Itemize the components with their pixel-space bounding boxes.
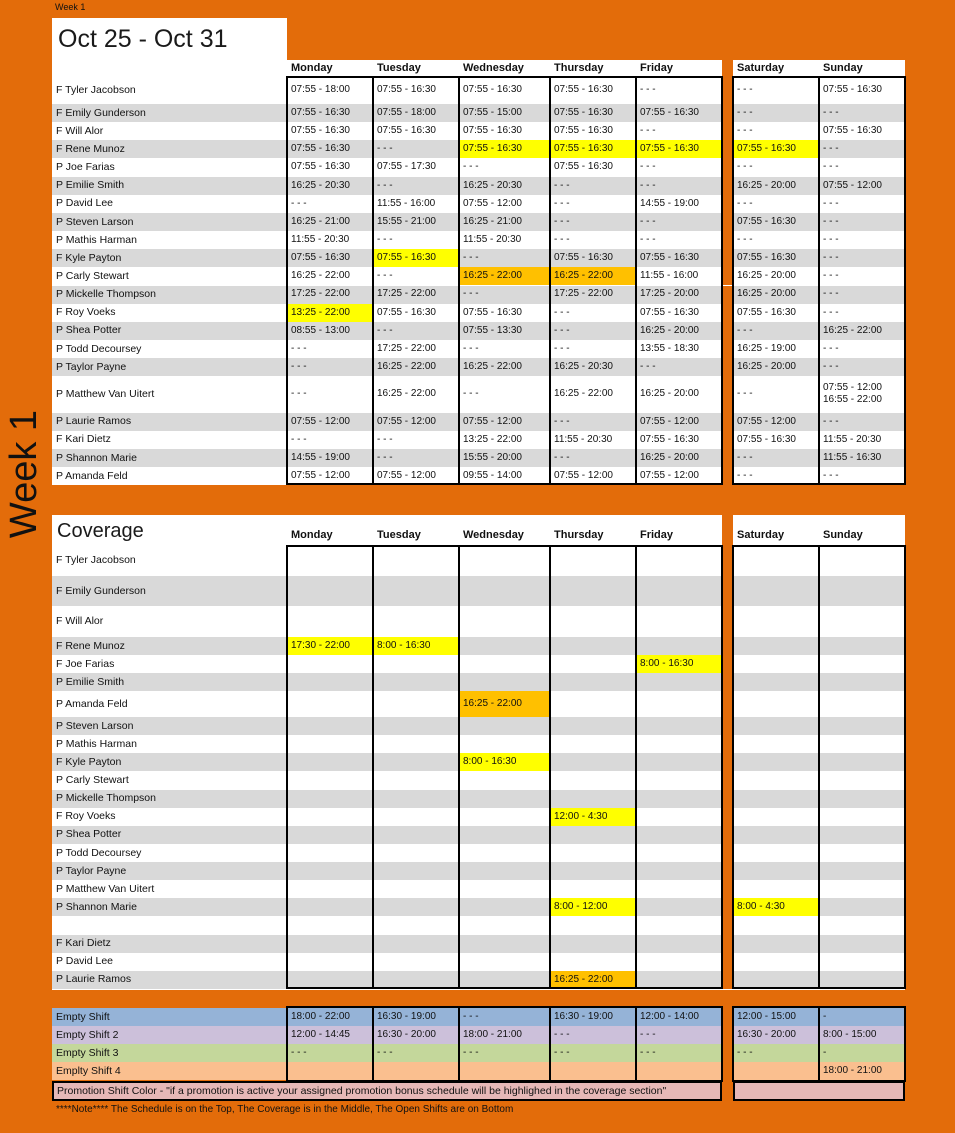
shift-cell: - - - (373, 140, 459, 158)
employee-name: P Mickelle Thompson (52, 790, 287, 808)
shift-cell: 16:25 - 20:00 (733, 267, 819, 285)
shift-cell: - - - (819, 213, 905, 231)
employee-name: P Todd Decoursey (52, 340, 287, 358)
day-header-monday: Monday (291, 62, 333, 74)
shift-cell: - - - (733, 76, 819, 104)
shift-cell: 07:55 - 16:30 (459, 76, 550, 104)
weekday-box (286, 1006, 723, 1082)
shift-cell: 07:55 - 12:00 (287, 467, 373, 485)
shift-cell: 07:55 - 16:30 (550, 122, 636, 140)
shift-cell: 07:55 - 16:30 (819, 122, 905, 140)
shift-cell: - - - (373, 322, 459, 340)
shift-cell: 07:55 - 16:30 (733, 213, 819, 231)
open-shift-cell: 18:00 - 21:00 (459, 1026, 550, 1044)
coverage-title: Coverage (57, 520, 144, 542)
open-shift-cell: - - - (550, 1044, 636, 1062)
shift-cell: 07:55 - 12:00 (550, 467, 636, 485)
shift-cell: - - - (636, 231, 722, 249)
date-range: Oct 25 - Oct 31 (58, 25, 228, 53)
column-divider (372, 76, 374, 485)
shift-cell: 17:25 - 20:00 (636, 286, 722, 304)
shift-cell: 07:55 - 13:30 (459, 322, 550, 340)
shift-cell: 07:55 - 16:30 (819, 76, 905, 104)
shift-cell: 16:25 - 22:00 (373, 358, 459, 376)
open-shift-cell: - - - (733, 1044, 819, 1062)
shift-cell: 07:55 - 18:00 (373, 104, 459, 122)
day-header-tuesday: Tuesday (377, 62, 421, 74)
shift-cell: - - - (459, 376, 550, 412)
employee-name: P Emilie Smith (52, 177, 287, 195)
shift-cell: - - - (819, 358, 905, 376)
open-shift-cell: - - - (550, 1026, 636, 1044)
shift-cell: 11:55 - 20:30 (459, 231, 550, 249)
shift-cell: - - - (550, 340, 636, 358)
shift-cell: 07:55 - 16:30 (287, 140, 373, 158)
column-divider (372, 545, 374, 989)
shift-cell: 07:55 - 16:30 (459, 122, 550, 140)
open-shift-cell: - (819, 1044, 905, 1062)
shift-cell: 07:55 - 16:30 (733, 304, 819, 322)
employee-name: P Mathis Harman (52, 231, 287, 249)
day-header-thursday: Thursday (554, 62, 604, 74)
shift-cell: 16:25 - 22:00 (550, 376, 636, 412)
open-shift-cell: 12:00 - 14:45 (287, 1026, 373, 1044)
shift-cell: 09:55 - 14:00 (459, 467, 550, 485)
shift-cell: 07:55 - 16:30 (733, 249, 819, 267)
shift-cell: 8:00 - 16:30 (373, 637, 459, 655)
day-header-sunday: Sunday (823, 529, 863, 541)
shift-cell: 11:55 - 20:30 (287, 231, 373, 249)
day-header-monday: Monday (291, 529, 333, 541)
employee-name: F Rene Munoz (52, 637, 287, 655)
column-divider (818, 1006, 820, 1082)
shift-cell: - - - (550, 449, 636, 467)
shift-cell: 16:25 - 22:00 (287, 267, 373, 285)
employee-name: P David Lee (52, 195, 287, 213)
employee-name: P Shannon Marie (52, 898, 287, 916)
shift-cell: 07:55 - 16:30 (733, 431, 819, 449)
shift-cell: 07:55 - 16:30 (459, 304, 550, 322)
employee-name: F Emily Gunderson (52, 576, 287, 606)
shift-cell: 11:55 - 16:00 (636, 267, 722, 285)
shift-cell: 16:25 - 22:00 (550, 267, 636, 285)
shift-cell: 07:55 - 12:00 (819, 177, 905, 195)
shift-cell: 07:55 - 16:30 (373, 76, 459, 104)
header-gap (722, 515, 733, 545)
open-shift-cell: - - - (373, 1044, 459, 1062)
shift-cell: 07:55 - 16:30 (636, 304, 722, 322)
shift-cell: 11:55 - 20:30 (550, 431, 636, 449)
shift-cell: 16:25 - 22:00 (373, 376, 459, 412)
shift-cell: 13:25 - 22:00 (459, 431, 550, 449)
shift-cell: 8:00 - 16:30 (636, 655, 722, 673)
shift-cell: - - - (550, 231, 636, 249)
shift-cell: 13:55 - 18:30 (636, 340, 722, 358)
employee-name: P Taylor Payne (52, 862, 287, 880)
shift-cell: - - - (733, 449, 819, 467)
shift-cell: 16:25 - 20:00 (636, 449, 722, 467)
employee-name: F Will Alor (52, 122, 287, 140)
shift-cell: 07:55 - 12:00 16:55 - 22:00 (819, 376, 905, 412)
shift-cell: 07:55 - 16:30 (733, 140, 819, 158)
shift-cell: - - - (819, 267, 905, 285)
shift-cell: 8:00 - 4:30 (733, 898, 819, 916)
employee-name: F Roy Voeks (52, 808, 287, 826)
open-shift-cell: 12:00 - 14:00 (636, 1008, 722, 1026)
shift-cell: 12:00 - 4:30 (550, 808, 636, 826)
employee-name: P Amanda Feld (52, 691, 287, 717)
open-shift-cell: 16:30 - 19:00 (373, 1008, 459, 1026)
employee-name: F Kyle Payton (52, 249, 287, 267)
shift-cell: 07:55 - 16:30 (636, 249, 722, 267)
employee-name: P Laurie Ramos (52, 413, 287, 431)
shift-cell: - - - (819, 304, 905, 322)
employee-name: F Emily Gunderson (52, 104, 287, 122)
employee-name: P Matthew Van Uitert (52, 376, 287, 412)
shift-cell: 07:55 - 12:00 (459, 413, 550, 431)
column-divider (818, 76, 820, 485)
shift-cell: 16:25 - 22:00 (819, 322, 905, 340)
shift-cell: 07:55 - 16:30 (373, 304, 459, 322)
shift-cell: - - - (819, 249, 905, 267)
open-shift-cell: 16:30 - 19:00 (550, 1008, 636, 1026)
shift-cell: - - - (636, 76, 722, 104)
open-shifts-name-border (51, 1006, 288, 1082)
employee-name: F Will Alor (52, 606, 287, 637)
shift-cell: 17:25 - 22:00 (373, 286, 459, 304)
column-divider (818, 545, 820, 989)
day-header-saturday: Saturday (737, 529, 785, 541)
shift-cell: - - - (819, 231, 905, 249)
open-shift-cell: 18:00 - 21:00 (819, 1062, 905, 1080)
shift-cell: 16:25 - 20:30 (459, 177, 550, 195)
promotion-note: Promotion Shift Color - "if a promotion is active your assigned promotion bonus schedule will be highlighed in the coverage section" (52, 1081, 722, 1101)
shift-cell: 07:55 - 18:00 (287, 76, 373, 104)
shift-cell: 07:55 - 16:30 (373, 122, 459, 140)
employee-name: F Tyler Jacobson (52, 545, 287, 576)
employee-name: P Mickelle Thompson (52, 286, 287, 304)
shift-cell: - - - (373, 431, 459, 449)
shift-cell: - - - (459, 286, 550, 304)
employee-name: F Joe Farias (52, 655, 287, 673)
shift-cell: - - - (373, 449, 459, 467)
shift-cell: - - - (636, 213, 722, 231)
employee-name: P Emilie Smith (52, 673, 287, 691)
column-divider (549, 545, 551, 989)
weekday-box (286, 545, 723, 989)
shift-cell: 16:25 - 20:00 (733, 177, 819, 195)
shift-cell: 15:55 - 21:00 (373, 213, 459, 231)
shift-cell: 07:55 - 16:30 (636, 140, 722, 158)
shift-cell: 15:55 - 20:00 (459, 449, 550, 467)
shift-cell: - - - (550, 413, 636, 431)
shift-cell: 16:25 - 20:30 (550, 358, 636, 376)
promotion-weekend-cell (733, 1081, 905, 1101)
open-shift-label: Emplty Shift 4 (52, 1062, 287, 1080)
shift-cell: - - - (459, 158, 550, 176)
shift-cell: 07:55 - 16:30 (550, 249, 636, 267)
shift-cell: - - - (550, 177, 636, 195)
shift-cell: 07:55 - 12:00 (636, 413, 722, 431)
shift-cell: - - - (287, 376, 373, 412)
shift-cell: 07:55 - 16:30 (287, 104, 373, 122)
shift-cell: 16:25 - 20:00 (733, 358, 819, 376)
shift-cell: 17:25 - 22:00 (373, 340, 459, 358)
open-shift-cell: - - - (636, 1026, 722, 1044)
date-range-header (52, 18, 287, 60)
employee-name: P Amanda Feld (52, 467, 287, 485)
shift-cell: 07:55 - 16:30 (550, 140, 636, 158)
shift-cell: - - - (550, 304, 636, 322)
shift-cell: - - - (550, 322, 636, 340)
shift-cell: 16:25 - 19:00 (733, 340, 819, 358)
shift-cell: 16:25 - 21:00 (287, 213, 373, 231)
shift-cell: - - - (459, 340, 550, 358)
employee-name: P Matthew Van Uitert (52, 880, 287, 898)
shift-cell: - - - (819, 467, 905, 485)
shift-cell: - - - (733, 104, 819, 122)
column-divider (635, 76, 637, 485)
shift-cell: 07:55 - 16:30 (459, 140, 550, 158)
day-header-saturday: Saturday (737, 62, 785, 74)
day-header-friday: Friday (640, 62, 674, 74)
shift-cell: - - - (733, 195, 819, 213)
employee-name: F Kari Dietz (52, 431, 287, 449)
day-header-wednesday: Wednesday (463, 62, 524, 74)
shift-cell: - - - (819, 413, 905, 431)
open-shift-cell: 16:30 - 20:00 (733, 1026, 819, 1044)
shift-cell: 11:55 - 20:30 (819, 431, 905, 449)
open-shift-cell: - - - (459, 1044, 550, 1062)
open-shift-cell: 12:00 - 15:00 (733, 1008, 819, 1026)
shift-cell: - - - (459, 249, 550, 267)
shift-cell: - - - (636, 177, 722, 195)
shift-cell: - - - (733, 467, 819, 485)
shift-cell: 16:25 - 22:00 (550, 971, 636, 989)
shift-cell: - - - (733, 158, 819, 176)
shift-cell: - - - (733, 122, 819, 140)
shift-cell: 07:55 - 15:00 (459, 104, 550, 122)
employee-name: P Todd Decoursey (52, 844, 287, 862)
shift-cell: - - - (287, 195, 373, 213)
day-header-sunday: Sunday (823, 62, 863, 74)
shift-cell: 17:30 - 22:00 (287, 637, 373, 655)
shift-cell: - - - (819, 104, 905, 122)
employee-name: P Shea Potter (52, 826, 287, 844)
shift-cell: 07:55 - 12:00 (636, 467, 722, 485)
shift-cell: - - - (733, 231, 819, 249)
day-header-thursday: Thursday (554, 529, 604, 541)
shift-cell: - - - (373, 231, 459, 249)
shift-cell: 07:55 - 12:00 (459, 195, 550, 213)
shift-cell: - - - (733, 376, 819, 412)
employee-name: P Mathis Harman (52, 735, 287, 753)
shift-cell: 07:55 - 12:00 (373, 467, 459, 485)
day-header-tuesday: Tuesday (377, 529, 421, 541)
shift-cell: 07:55 - 16:30 (636, 431, 722, 449)
employee-name: P David Lee (52, 953, 287, 971)
shift-cell: 07:55 - 12:00 (373, 413, 459, 431)
shift-cell: 8:00 - 12:00 (550, 898, 636, 916)
shift-cell: 16:25 - 21:00 (459, 213, 550, 231)
shift-cell: 13:25 - 22:00 (287, 304, 373, 322)
employee-name: P Carly Stewart (52, 771, 287, 789)
shift-cell: - - - (819, 286, 905, 304)
week-tag: Week 1 (55, 2, 86, 12)
employee-name: P Steven Larson (52, 717, 287, 735)
open-shift-cell: - - - (459, 1008, 550, 1026)
shift-cell: - - - (287, 431, 373, 449)
day-header-friday: Friday (640, 529, 674, 541)
shift-cell: 07:55 - 16:30 (550, 76, 636, 104)
employee-name: F Kari Dietz (52, 935, 287, 953)
open-shift-cell: - (819, 1008, 905, 1026)
employee-name (52, 916, 287, 934)
weekday-box (286, 76, 723, 485)
employee-name: P Laurie Ramos (52, 971, 287, 989)
shift-cell: - - - (287, 358, 373, 376)
day-header-wednesday: Wednesday (463, 529, 524, 541)
open-shift-cell: 16:30 - 20:00 (373, 1026, 459, 1044)
shift-cell: 11:55 - 16:30 (819, 449, 905, 467)
shift-cell: - - - (550, 213, 636, 231)
shift-cell: - - - (636, 122, 722, 140)
shift-cell: - - - (819, 340, 905, 358)
shift-cell: 16:25 - 20:00 (636, 376, 722, 412)
shift-cell: 14:55 - 19:00 (287, 449, 373, 467)
shift-cell: - - - (287, 340, 373, 358)
shift-cell: 17:25 - 22:00 (550, 286, 636, 304)
employee-name: F Tyler Jacobson (52, 76, 287, 104)
employee-name: F Roy Voeks (52, 304, 287, 322)
column-divider (458, 76, 460, 485)
footer-note: ****Note**** The Schedule is on the Top, The Coverage is in the Middle, The Open Shifts are on Bottom (56, 1104, 514, 1115)
week-vertical-label: Week 1 (3, 409, 45, 539)
column-divider (549, 1006, 551, 1082)
shift-cell: 07:55 - 17:30 (373, 158, 459, 176)
shift-cell: 16:25 - 20:30 (287, 177, 373, 195)
open-shift-cell: - - - (636, 1044, 722, 1062)
shift-cell: 17:25 - 22:00 (287, 286, 373, 304)
employee-name: F Kyle Payton (52, 753, 287, 771)
column-divider (635, 545, 637, 989)
column-divider (372, 1006, 374, 1082)
open-shift-cell: - - - (287, 1044, 373, 1062)
shift-cell: - - - (636, 358, 722, 376)
employee-name: P Shea Potter (52, 322, 287, 340)
employee-name: P Shannon Marie (52, 449, 287, 467)
shift-cell: 16:25 - 20:00 (733, 286, 819, 304)
shift-cell: 16:25 - 22:00 (459, 267, 550, 285)
employee-name: P Carly Stewart (52, 267, 287, 285)
shift-cell: 8:00 - 16:30 (459, 753, 550, 771)
shift-cell: 07:55 - 16:30 (287, 158, 373, 176)
open-shift-label: Empty Shift (52, 1008, 287, 1026)
column-divider (458, 1006, 460, 1082)
open-shift-label: Empty Shift 2 (52, 1026, 287, 1044)
shift-cell: 16:25 - 22:00 (459, 691, 550, 717)
open-shift-cell: 8:00 - 15:00 (819, 1026, 905, 1044)
shift-cell: 16:25 - 22:00 (459, 358, 550, 376)
employee-name: P Joe Farias (52, 158, 287, 176)
shift-cell: - - - (636, 158, 722, 176)
shift-cell: 07:55 - 16:30 (287, 122, 373, 140)
column-divider (458, 545, 460, 989)
shift-cell: 11:55 - 16:00 (373, 195, 459, 213)
header-gap (722, 60, 733, 76)
shift-cell: - - - (373, 267, 459, 285)
shift-cell: - - - (819, 140, 905, 158)
column-divider (635, 1006, 637, 1082)
employee-name: P Steven Larson (52, 213, 287, 231)
open-shift-cell: 18:00 - 22:00 (287, 1008, 373, 1026)
employee-name: F Rene Munoz (52, 140, 287, 158)
shift-cell: 14:55 - 19:00 (636, 195, 722, 213)
shift-cell: 07:55 - 16:30 (373, 249, 459, 267)
shift-cell: 08:55 - 13:00 (287, 322, 373, 340)
open-shift-label: Empty Shift 3 (52, 1044, 287, 1062)
shift-cell: 07:55 - 16:30 (550, 104, 636, 122)
employee-name: P Taylor Payne (52, 358, 287, 376)
shift-cell: 16:25 - 20:00 (636, 322, 722, 340)
shift-cell: 07:55 - 16:30 (550, 158, 636, 176)
shift-cell: - - - (733, 322, 819, 340)
shift-cell: - - - (819, 158, 905, 176)
column-divider (549, 76, 551, 485)
shift-cell: 07:55 - 12:00 (287, 413, 373, 431)
shift-cell: - - - (373, 177, 459, 195)
shift-cell: - - - (819, 195, 905, 213)
shift-cell: 07:55 - 16:30 (287, 249, 373, 267)
shift-cell: - - - (550, 195, 636, 213)
shift-cell: 07:55 - 12:00 (733, 413, 819, 431)
shift-cell: 07:55 - 16:30 (636, 104, 722, 122)
